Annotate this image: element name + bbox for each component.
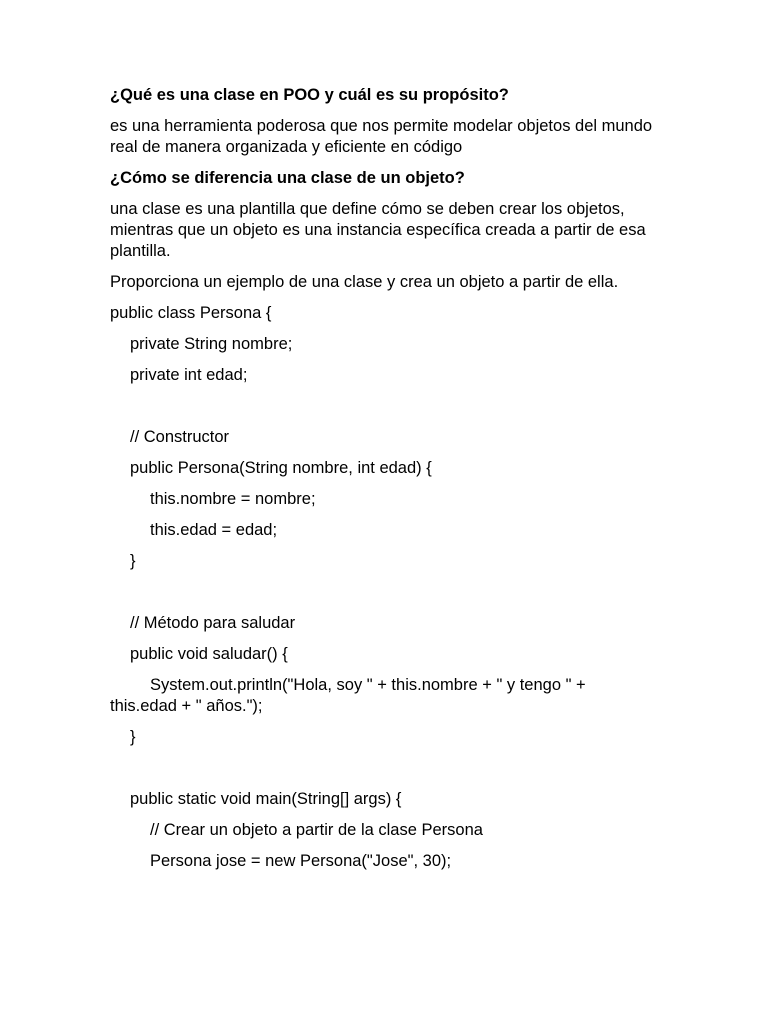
blank-line [110, 582, 655, 603]
blank-line [110, 396, 655, 417]
code-line: } [130, 552, 136, 570]
code-line: public static void main(String[] args) { [130, 790, 402, 808]
document-page [110, 85, 655, 882]
code-line: Persona jose = new Persona("Jose", 30); [150, 852, 452, 870]
blank-line [110, 758, 655, 779]
code-line: private String nombre; [130, 335, 293, 353]
code-comment: // Método para saludar [130, 614, 296, 632]
code-line: private int edad; [130, 366, 248, 384]
code-line: } [130, 728, 136, 746]
code-comment: // Constructor [130, 428, 230, 446]
code-block [110, 303, 655, 872]
question-2: ¿Cómo se diferencia una clase de un objeto? [110, 169, 465, 187]
code-line: public class Persona { [110, 304, 272, 322]
code-line: System.out.println("Hola, soy " + this.nombre + " y tengo " + this.edad + " años."); [110, 676, 591, 715]
code-line: public void saludar() { [130, 645, 288, 663]
question-1: ¿Qué es una clase en POO y cuál es su propósito? [110, 86, 509, 104]
code-comment: // Crear un objeto a partir de la clase Persona [150, 821, 483, 839]
prompt-3: Proporciona un ejemplo de una clase y crea un objeto a partir de ella. [110, 273, 619, 291]
code-line: public Persona(String nombre, int edad) { [130, 459, 432, 477]
code-line: this.nombre = nombre; [150, 490, 316, 508]
answer-1: es una herramienta poderosa que nos permite modelar objetos del mundo real de manera organizada y eficiente en código [110, 117, 653, 156]
code-line: this.edad = edad; [150, 521, 278, 539]
answer-2: una clase es una plantilla que define cómo se deben crear los objetos, mientras que un objeto es una instancia específica creada a partir de esa plantilla. [110, 200, 646, 260]
